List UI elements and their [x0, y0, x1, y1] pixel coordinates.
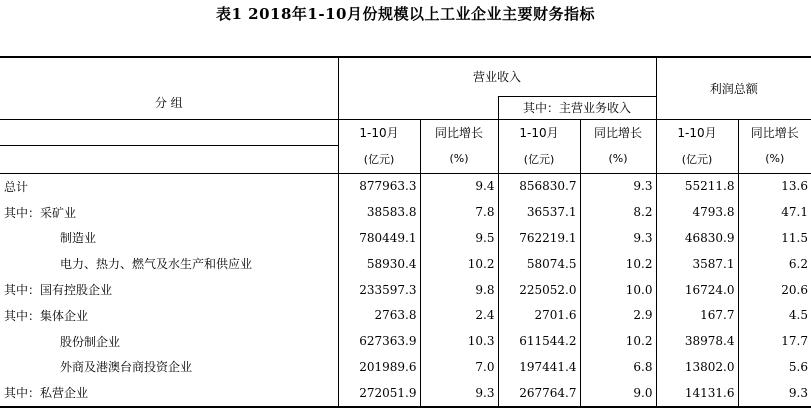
revenue-value: 58930.4 [338, 251, 420, 277]
table-row [0, 173, 811, 199]
table-row [0, 225, 811, 251]
revenue-yoy-value: 2.4 [420, 302, 498, 328]
main-yoy-unit: (%) [580, 145, 656, 173]
table-row [0, 328, 811, 354]
row-label: 其中：私营企业 [4, 386, 89, 401]
total-profit-header: 利润总额 [656, 57, 811, 119]
row-label: 电力、热力、燃气及水生产和供应业 [60, 257, 253, 272]
main-revenue-value: 856830.7 [498, 173, 580, 199]
main-yoy-value: 2.9 [580, 302, 656, 328]
main-revenue-value: 36537.1 [498, 199, 580, 225]
revenue-value: 2763.8 [338, 302, 420, 328]
profit-value: 13802.0 [656, 354, 738, 380]
revenue-period-header: 1-10月 [338, 119, 420, 145]
profit-yoy-header: 同比增长 [738, 119, 811, 145]
table-row [0, 302, 811, 328]
revenue-unit: (亿元) [338, 145, 420, 173]
main-revenue-value: 267764.7 [498, 380, 580, 407]
main-yoy-value: 10.2 [580, 251, 656, 277]
revenue-value: 780449.1 [338, 225, 420, 251]
revenue-yoy-value: 9.3 [420, 380, 498, 407]
table-row [0, 251, 811, 277]
profit-value: 4793.8 [656, 199, 738, 225]
revenue-value: 201989.6 [338, 354, 420, 380]
financial-indicators-table [0, 56, 811, 408]
revenue-yoy-unit: (%) [420, 145, 498, 173]
profit-yoy-value: 11.5 [738, 225, 811, 251]
table-row [0, 277, 811, 303]
row-label: 股份制企业 [60, 334, 121, 349]
row-label: 其中：集体企业 [4, 308, 89, 323]
profit-yoy-value: 5.6 [738, 354, 811, 380]
revenue-yoy-value: 7.8 [420, 199, 498, 225]
profit-unit: (亿元) [656, 145, 738, 173]
main-revenue-value: 197441.4 [498, 354, 580, 380]
revenue-yoy-value: 10.3 [420, 328, 498, 354]
profit-yoy-value: 47.1 [738, 199, 811, 225]
table-row [0, 354, 811, 380]
revenue-yoy-value: 9.8 [420, 277, 498, 303]
revenue-yoy-value: 7.0 [420, 354, 498, 380]
row-label: 外商及港澳台商投资企业 [60, 360, 193, 375]
table-title: 表1 2018年1-10月份规模以上工业企业主要财务指标 [216, 5, 595, 23]
profit-value: 14131.6 [656, 380, 738, 407]
profit-yoy-value: 20.6 [738, 277, 811, 303]
row-label: 其中：采矿业 [4, 205, 77, 220]
profit-yoy-value: 9.3 [738, 380, 811, 407]
profit-value: 16724.0 [656, 277, 738, 303]
revenue-value: 627363.9 [338, 328, 420, 354]
main-revenue-value: 762219.1 [498, 225, 580, 251]
revenue-yoy-value: 9.4 [420, 173, 498, 199]
revenue-header: 营业收入 [338, 57, 656, 96]
profit-value: 167.7 [656, 302, 738, 328]
table-row [0, 380, 811, 407]
profit-yoy-value: 13.6 [738, 173, 811, 199]
main-yoy-value: 10.0 [580, 277, 656, 303]
revenue-value: 272051.9 [338, 380, 420, 407]
revenue-yoy-value: 10.2 [420, 251, 498, 277]
main-yoy-value: 6.8 [580, 354, 656, 380]
profit-value: 3587.1 [656, 251, 738, 277]
revenue-yoy-value: 9.5 [420, 225, 498, 251]
main-yoy-value: 10.2 [580, 328, 656, 354]
profit-value: 46830.9 [656, 225, 738, 251]
main-unit: (亿元) [498, 145, 580, 173]
profit-yoy-value: 4.5 [738, 302, 811, 328]
profit-yoy-value: 17.7 [738, 328, 811, 354]
main-business-revenue-header: 其中：主营业务收入 [498, 96, 656, 119]
profit-value: 55211.8 [656, 173, 738, 199]
revenue-yoy-header: 同比增长 [420, 119, 498, 145]
profit-value: 38978.4 [656, 328, 738, 354]
main-revenue-value: 2701.6 [498, 302, 580, 328]
profit-yoy-value: 6.2 [738, 251, 811, 277]
main-revenue-value: 225052.0 [498, 277, 580, 303]
row-label: 总计 [4, 179, 29, 194]
profit-yoy-unit: (%) [738, 145, 811, 173]
main-period-header: 1-10月 [498, 119, 580, 145]
row-label: 其中：国有控股企业 [4, 283, 113, 298]
revenue-value: 38583.8 [338, 199, 420, 225]
table-row [0, 199, 811, 225]
main-yoy-value: 9.3 [580, 173, 656, 199]
revenue-value: 877963.3 [338, 173, 420, 199]
main-yoy-value: 9.0 [580, 380, 656, 407]
main-yoy-value: 8.2 [580, 199, 656, 225]
row-label: 制造业 [60, 231, 97, 246]
profit-period-header: 1-10月 [656, 119, 738, 145]
main-revenue-value: 611544.2 [498, 328, 580, 354]
revenue-value: 233597.3 [338, 277, 420, 303]
main-yoy-header: 同比增长 [580, 119, 656, 145]
main-yoy-value: 9.3 [580, 225, 656, 251]
main-revenue-value: 58074.5 [498, 251, 580, 277]
group-header: 分 组 [0, 57, 338, 119]
